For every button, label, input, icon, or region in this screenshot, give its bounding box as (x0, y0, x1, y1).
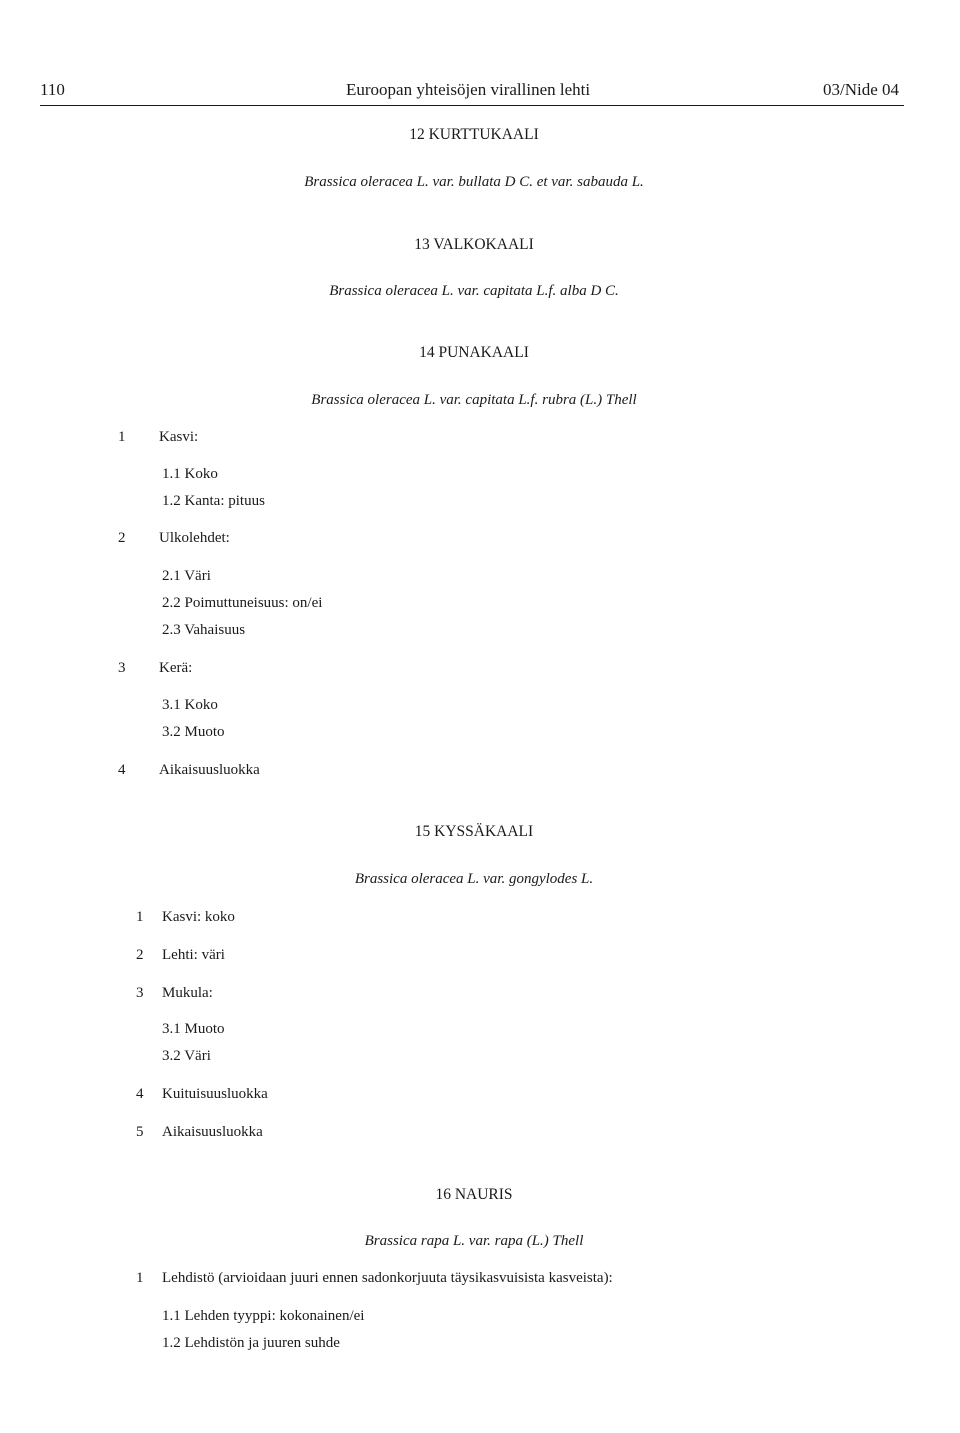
s14-item-1-sub-1: 1.1 Koko (162, 466, 218, 482)
section-13-latin: Brassica oleracea L. var. capitata L.f. alba D C. (329, 283, 619, 299)
header-rule (40, 105, 904, 106)
s15-item-4-label: Kuituisuusluokka (162, 1086, 268, 1102)
s15-item-5-label: Aikaisuusluokka (162, 1124, 263, 1140)
section-16-title: 16 NAURIS (435, 1186, 513, 1203)
s16-item-1-sub-1: 1.1 Lehden tyyppi: kokonainen/ei (162, 1308, 365, 1324)
s14-item-2-sub-2: 2.2 Poimuttuneisuus: on/ei (162, 595, 323, 611)
s15-item-2-label: Lehti: väri (162, 947, 225, 963)
section-15-latin: Brassica oleracea L. var. gongylodes L. (354, 871, 594, 887)
s14-item-2-number: 2 (118, 530, 126, 546)
s14-item-3-label: Kerä: (159, 660, 193, 676)
s14-item-3-number: 3 (118, 660, 126, 676)
s14-item-4-label: Aikaisuusluokka (159, 762, 260, 778)
s15-item-3-label: Mukula: (162, 985, 213, 1001)
s15-item-4-number: 4 (136, 1086, 144, 1102)
s14-item-4-number: 4 (118, 762, 126, 778)
s14-item-3-sub-2: 3.2 Muoto (162, 724, 225, 740)
section-13-title: 13 VALKOKAALI (414, 236, 534, 253)
s14-item-2-sub-1: 2.1 Väri (162, 568, 211, 584)
s15-item-3-sub-1: 3.1 Muoto (162, 1021, 225, 1037)
section-12-latin: Brassica oleracea L. var. bullata D C. et var. sabauda L. (304, 174, 644, 190)
s15-item-1-number: 1 (136, 909, 144, 925)
journal-title: Euroopan yhteisöjen virallinen lehti (346, 80, 591, 99)
section-14-latin: Brassica oleracea L. var. capitata L.f. rubra (L.) Thell (311, 392, 637, 408)
s14-item-1-label: Kasvi: (159, 429, 199, 445)
s16-item-1-number: 1 (136, 1270, 144, 1286)
s14-item-1-sub-2: 1.2 Kanta: pituus (162, 493, 265, 509)
s15-item-3-number: 3 (136, 985, 144, 1001)
s15-item-2-number: 2 (136, 947, 144, 963)
s15-item-3-sub-2: 3.2 Väri (162, 1048, 211, 1064)
s14-item-1-number: 1 (118, 429, 126, 445)
s14-item-2-sub-3: 2.3 Vahaisuus (162, 622, 246, 638)
section-15-title: 15 KYSSÄKAALI (414, 823, 534, 840)
s15-item-1-label: Kasvi: koko (162, 909, 235, 925)
page-number: 110 (40, 80, 65, 99)
volume-label: 03/Nide 04 (823, 80, 900, 99)
section-16-latin: Brassica rapa L. var. rapa (L.) Thell (364, 1233, 584, 1249)
s14-item-2-label: Ulkolehdet: (159, 530, 230, 546)
s16-item-1-sub-2: 1.2 Lehdistön ja juuren suhde (162, 1335, 340, 1351)
section-12-title: 12 KURTTUKAALI (409, 126, 539, 143)
s15-item-5-number: 5 (136, 1124, 144, 1140)
s14-item-3-sub-1: 3.1 Koko (162, 697, 218, 713)
s16-item-1-label: Lehdistö (arvioidaan juuri ennen sadonkorjuuta täysikasvuisista kasveista): (162, 1270, 613, 1286)
section-14-title: 14 PUNAKAALI (419, 344, 529, 361)
